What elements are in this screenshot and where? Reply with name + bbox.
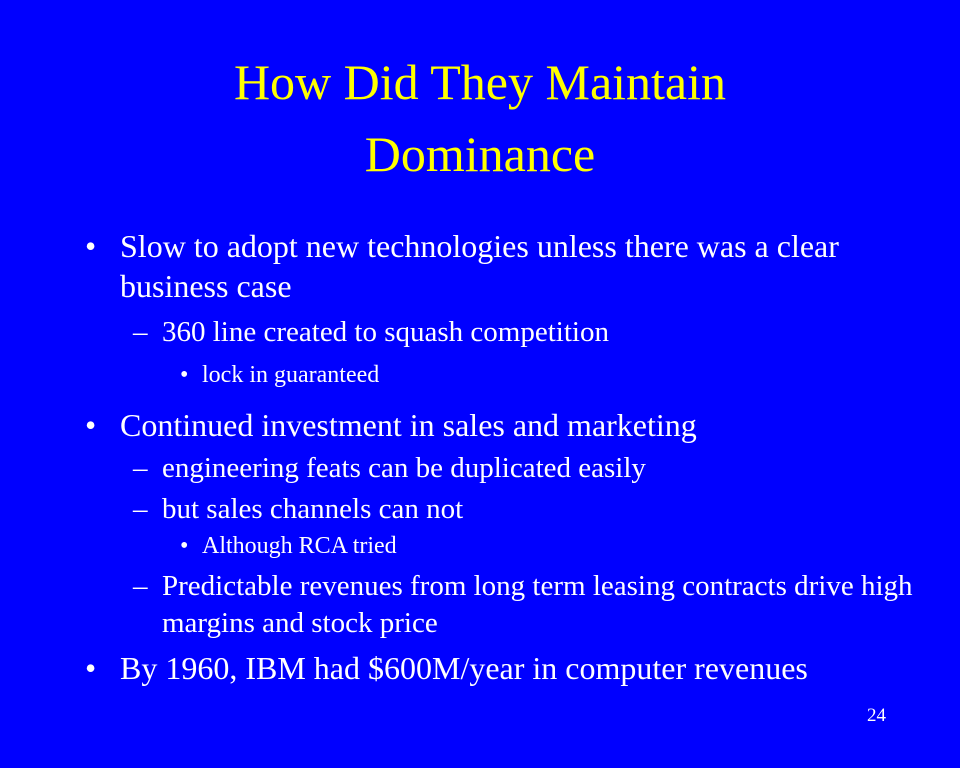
bullet-icon: • <box>180 533 189 559</box>
bullet-text <box>162 314 920 351</box>
bullet-text-line: Slow to adopt new technologies unless there was a clear <box>120 228 839 264</box>
bullet-item <box>0 226 920 306</box>
bullet-text-line: Continued investment in sales and marketing <box>120 407 697 443</box>
bullet-text-line: margins and stock price <box>162 607 438 639</box>
bullet-text-line: but sales channels can not <box>162 493 464 525</box>
bullet-text <box>120 226 920 306</box>
bullet-icon: • <box>85 650 97 686</box>
bullet-text-line: Predictable revenues from long term leasing contracts drive high <box>162 570 913 602</box>
bullet-text-line: 360 line created to squash competition <box>162 316 609 348</box>
bullet-text <box>162 450 920 487</box>
page-number: 24 <box>867 705 886 726</box>
bullet-item <box>0 360 920 391</box>
title-line-2: Dominance <box>364 126 596 182</box>
bullet-item <box>0 491 920 528</box>
slide-title <box>0 46 960 190</box>
bullet-icon: • <box>85 228 97 264</box>
bullet-text <box>162 491 920 528</box>
bullet-icon: • <box>180 362 189 388</box>
dash-icon: – <box>133 316 148 348</box>
dash-icon: – <box>133 570 148 602</box>
bullet-icon: • <box>85 407 97 443</box>
bullet-text-line: Although RCA tried <box>202 533 397 559</box>
bullet-item <box>0 568 920 642</box>
bullet-list <box>0 226 920 688</box>
bullet-text <box>120 648 920 688</box>
bullet-text <box>202 360 920 391</box>
bullet-text-line: engineering feats can be duplicated easily <box>162 452 646 484</box>
bullet-item <box>0 314 920 351</box>
bullet-text <box>162 568 920 642</box>
bullet-item <box>0 450 920 487</box>
bullet-text-line: By 1960, IBM had $600M/year in computer revenues <box>120 650 808 686</box>
dash-icon: – <box>133 452 148 484</box>
dash-icon: – <box>133 493 148 525</box>
title-line-1: How Did They Maintain <box>233 54 727 110</box>
bullet-item <box>0 531 920 562</box>
bullet-item <box>0 648 920 688</box>
bullet-item <box>0 405 920 445</box>
bullet-text <box>202 531 920 562</box>
bullet-text-line: lock in guaranteed <box>202 362 380 388</box>
bullet-text-line: business case <box>120 268 292 304</box>
bullet-text <box>120 405 920 445</box>
